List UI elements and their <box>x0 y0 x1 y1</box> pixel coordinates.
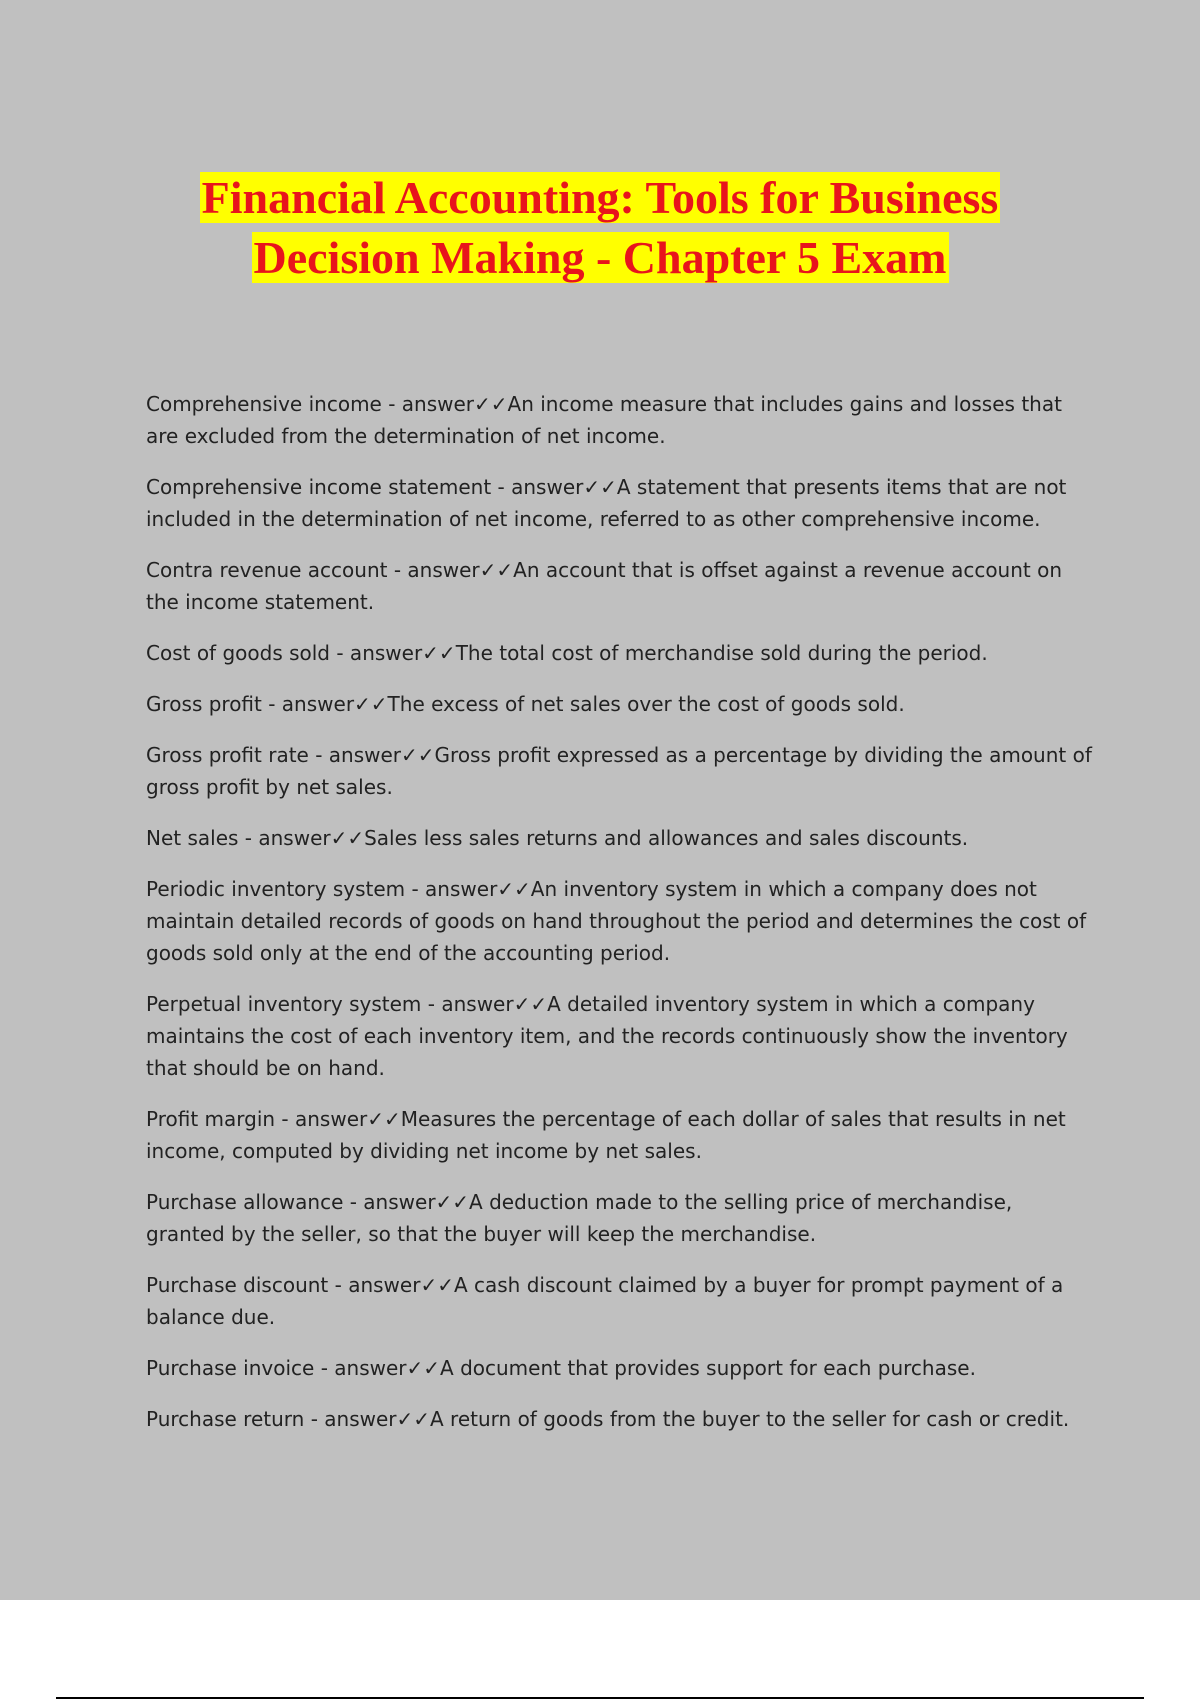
footer-rule <box>56 1697 1144 1699</box>
definition-comprehensive-income-statement: Comprehensive income statement - answer✓✓A statement that presents items that are not included in the determination of net income, referred to as other comprehensive income. <box>146 475 1067 531</box>
definition-net-sales: Net sales - answer✓✓Sales less sales returns and allowances and sales discounts. <box>146 826 969 850</box>
definition-cost-of-goods-sold: Cost of goods sold - answer✓✓The total cost of merchandise sold during the period. <box>146 641 988 665</box>
definition-periodic-inventory-system: Periodic inventory system - answer✓✓An inventory system in which a company does not maintain detailed records of goods on hand throughout the period and determines the cost of goods sold only at the end of the accounting period. <box>146 877 1087 965</box>
definition-comprehensive-income: Comprehensive income - answer✓✓An income measure that includes gains and losses that are excluded from the determination of net income. <box>146 392 1062 448</box>
definition-perpetual-inventory-system: Perpetual inventory system - answer✓✓A detailed inventory system in which a company maintains the cost of each inventory item, and the records continuously show the inventory that should be on hand. <box>146 992 1068 1080</box>
definition-contra-revenue-account: Contra revenue account - answer✓✓An account that is offset against a revenue account on the income statement. <box>146 558 1063 614</box>
definition-purchase-allowance: Purchase allowance - answer✓✓A deduction made to the selling price of merchandise, granted by the seller, so that the buyer will keep the merchandise. <box>146 1190 1013 1246</box>
document-title-line-2: Decision Making - Chapter 5 Exam <box>253 232 947 283</box>
definitions-list <box>146 388 1096 1454</box>
document-title <box>0 168 1200 288</box>
definition-profit-margin: Profit margin - answer✓✓Measures the percentage of each dollar of sales that results in net income, computed by dividing net income by net sales. <box>146 1107 1066 1163</box>
definition-gross-profit-rate: Gross profit rate - answer✓✓Gross profit expressed as a percentage by dividing the amount of gross profit by net sales. <box>146 743 1092 799</box>
document-title-line-1: Financial Accounting: Tools for Business <box>201 172 999 223</box>
definition-purchase-invoice: Purchase invoice - answer✓✓A document that provides support for each purchase. <box>146 1356 976 1380</box>
definition-purchase-return: Purchase return - answer✓✓A return of goods from the buyer to the seller for cash or credit. <box>146 1407 1070 1431</box>
definition-purchase-discount: Purchase discount - answer✓✓A cash discount claimed by a buyer for prompt payment of a balance due. <box>146 1273 1064 1329</box>
definition-gross-profit: Gross profit - answer✓✓The excess of net sales over the cost of goods sold. <box>146 692 905 716</box>
